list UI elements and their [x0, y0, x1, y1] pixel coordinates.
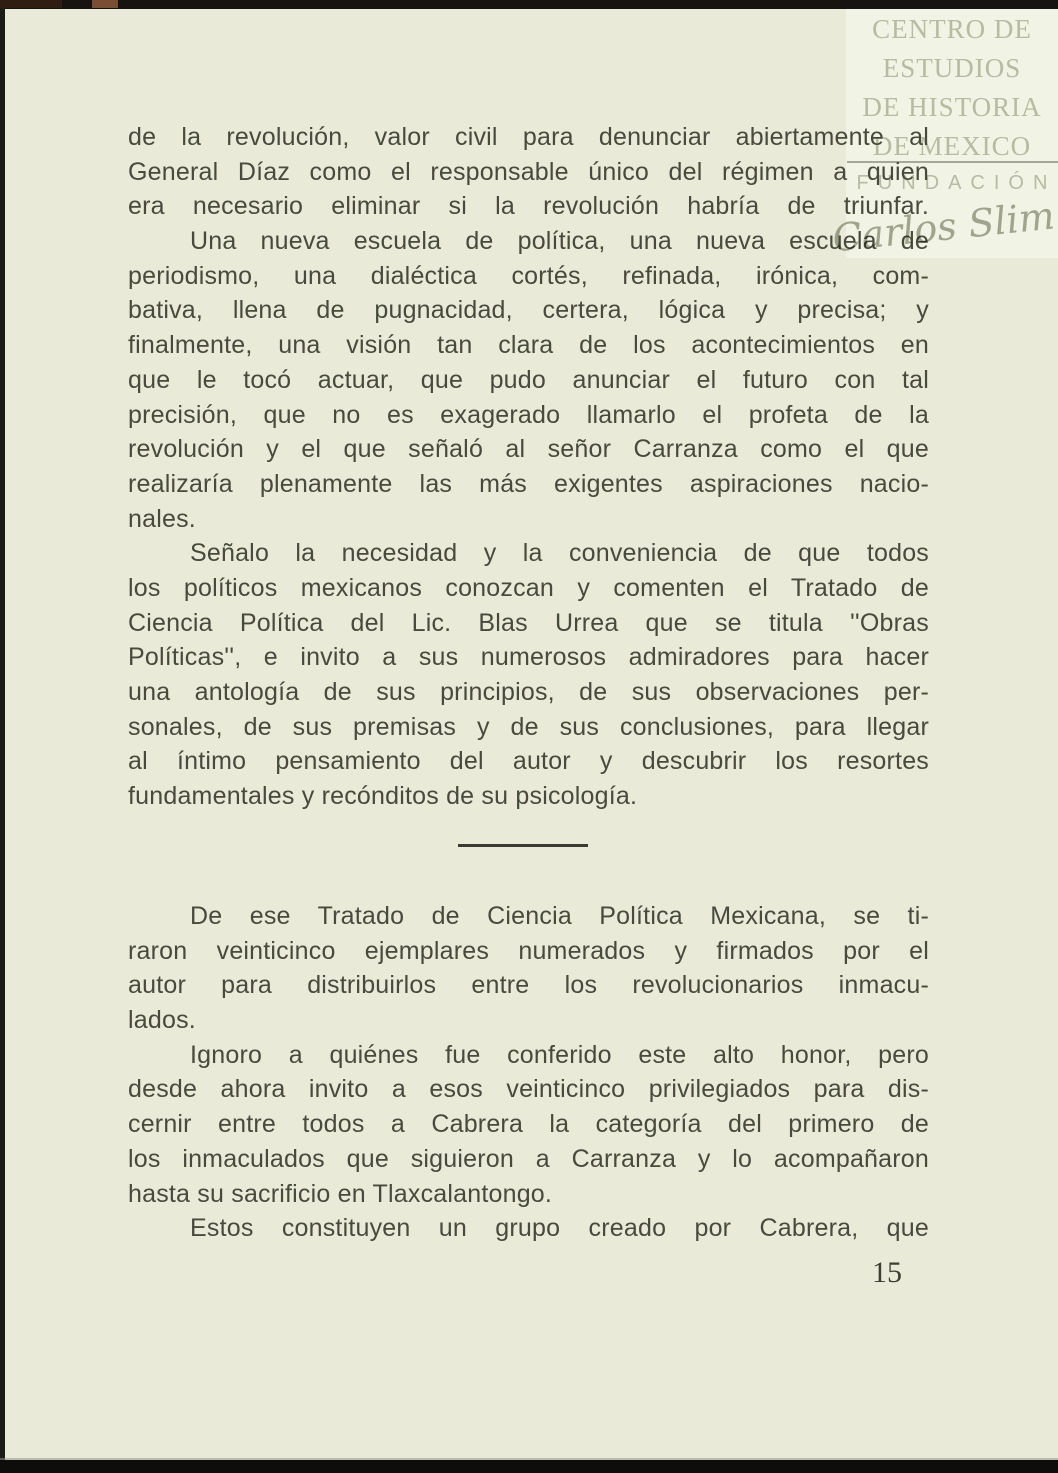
text-line: revolución y el que señaló al señor Carranza como el que [128, 435, 929, 464]
foundation-label: FUNDACIÓN [856, 172, 1057, 194]
text-line: Señalo la necesidad y la conveniencia de que todos [190, 539, 929, 568]
page-number: 15 [872, 1256, 902, 1289]
section-divider [458, 844, 588, 847]
text-line: autor para distribuirlos entre los revolucionarios inmacu- [128, 971, 929, 1000]
watermark-line: ESTUDIOS [882, 53, 1022, 83]
text-line: periodismo, una dialéctica cortés, refinada, irónica, com- [128, 261, 929, 290]
text-line: Ciencia Política del Lic. Blas Urrea que se titula ''Obras [128, 608, 929, 637]
scan-top-corner [0, 0, 62, 8]
scan-top-notch [92, 0, 118, 8]
text-line: finalmente, una visión tan clara de los acontecimientos en [128, 331, 929, 360]
text-line: lados. [128, 1006, 196, 1035]
text-line: Ignoro a quiénes fue conferido este alto honor, pero [190, 1040, 929, 1069]
text-line: Estos constituyen un grupo creado por Cabrera, que [190, 1214, 929, 1243]
text-line: los políticos mexicanos conozcan y comenten el Tratado de [128, 573, 929, 602]
body-text-lower [128, 899, 929, 1246]
text-line: una antología de sus principios, de sus observaciones per- [128, 678, 929, 706]
signature: Carlos Slim [830, 193, 1057, 261]
text-line: De ese Tratado de Ciencia Política Mexicana, se ti- [190, 902, 929, 930]
text-line: General Díaz como el responsable único del régimen a quien [128, 157, 929, 186]
text-line: precisión, que no es exagerado llamarlo el profeta de la [128, 400, 929, 429]
text-line: de la revolución, valor civil para denunciar abiertamente al [128, 123, 929, 151]
text-line: al íntimo pensamiento del autor y descubrir los resortes [128, 747, 929, 776]
text-line: era necesario eliminar si la revolución habría de triunfar. [128, 192, 929, 221]
text-line: los inmaculados que siguieron a Carranza y lo acompañaron [128, 1144, 929, 1173]
watermark-line: DE MEXICO [872, 131, 1032, 161]
watermark-line: DE HISTORIA [862, 92, 1042, 122]
text-line: cernir entre todos a Cabrera la categoría del primero de [128, 1110, 929, 1139]
text-line: sonales, de sus premisas y de sus conclusiones, para llegar [128, 712, 929, 741]
scan-bottom-edge [0, 1460, 1058, 1473]
text-line: hasta su sacrificio en Tlaxcalantongo. [128, 1179, 553, 1208]
scan-top-edge [0, 0, 1058, 9]
scan-left-edge [0, 0, 5, 1473]
text-line: que le tocó actuar, que pudo anunciar el futuro con tal [128, 365, 929, 394]
watermark-line: CENTRO DE [872, 14, 1032, 44]
body-text-upper [128, 120, 929, 814]
text-line: fundamentales y recónditos de su psicología. [128, 782, 638, 811]
text-line: Una nueva escuela de política, una nueva escuela de [190, 227, 929, 256]
text-line: nales. [128, 504, 196, 533]
text-line: desde ahora invito a esos veinticinco privilegiados para dis- [128, 1075, 929, 1104]
text-line: Políticas'', e invito a sus numerosos admiradores para hacer [128, 643, 929, 672]
text-line: realizaría plenamente las más exigentes aspiraciones nacio- [128, 469, 929, 498]
text-line: bativa, llena de pugnacidad, certera, lógica y precisa; y [128, 296, 929, 325]
text-line: raron veinticinco ejemplares numerados y firmados por el [128, 936, 929, 965]
